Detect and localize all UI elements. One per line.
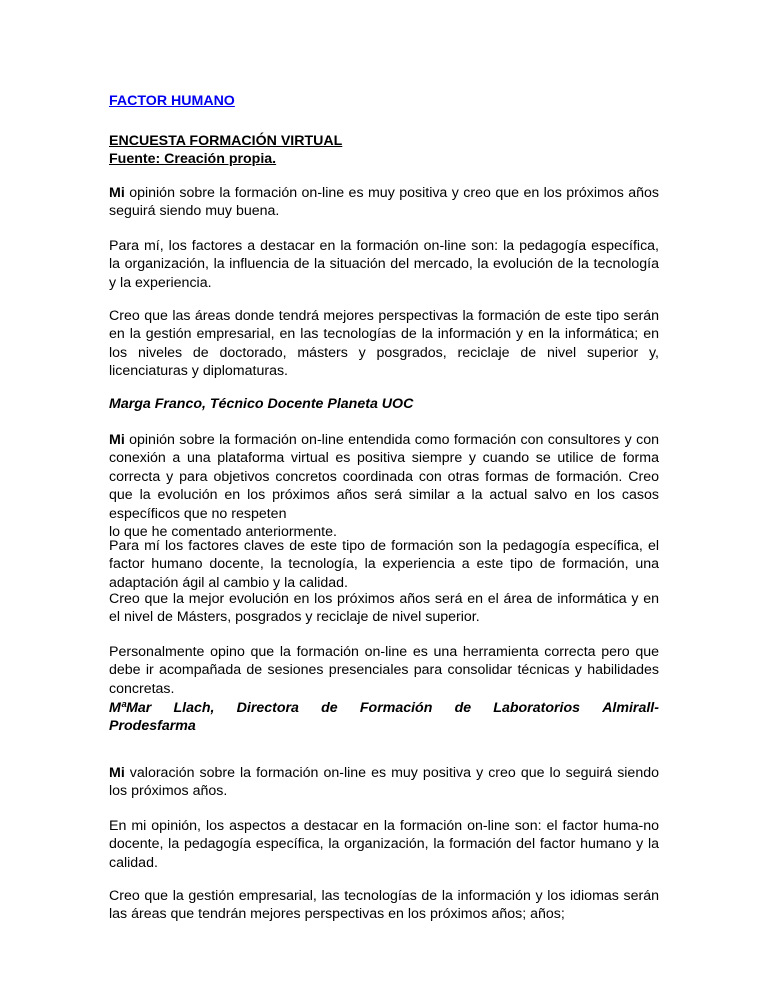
paragraph: Creo que las áreas donde tendrá mejores perspectivas la formación de este tipo serán en la gestión empresarial, en las tecnologías de la información y en la informática; en los niveles de doctorado, másters y posgrados, reciclaje de nivel superior y, licenciaturas y diplomaturas. [109,308,659,380]
paragraph: Para mí los factores claves de este tipo de formación son la pedagogía específica, el factor humano docente, la tecnología, la experiencia a este tipo de formación, una adaptación ágil al cambio y la calidad. [109,538,659,591]
signature-mar-llach: MªMar Llach, Directora de Formación de Laboratorios Almirall- Prodesfarma [109,700,659,735]
paragraph: Mi valoración sobre la formación on-line es muy positiva y creo que lo seguirá siendo los próximos años. [109,765,659,800]
paragraph: Mi opinión sobre la formación on-line es muy positiva y creo que en los próximos años seguirá siendo muy buena. [109,185,659,220]
survey-heading: ENCUESTA FORMACIÓN VIRTUAL [109,133,343,149]
source-line: Fuente: Creación propia. [109,151,277,167]
paragraph: Personalmente opino que la formación on-line es una herramienta correcta pero que debe ir acompañada de sesiones presenciales para consolidar técnicas y habilidades concretas. [109,644,659,697]
paragraph: Creo que la mejor evolución en los próximos años será en el área de informática y en el nivel de Másters, posgrados y reciclaje de nivel superior. [109,591,659,626]
factor-humano-link[interactable]: FACTOR HUMANO [109,93,235,109]
paragraph: Para mí, los factores a destacar en la formación on-line son: la pedagogía específica, la organización, la influencia de la situación del mercado, la evolución de la tecnología y la experiencia. [109,238,659,291]
signature-marga-franco: Marga Franco, Técnico Docente Planeta UOC [109,396,414,412]
paragraph: En mi opinión, los aspectos a destacar en la formación on-line son: el factor huma-no docente, la pedagogía específica, la organización, la formación del factor humano y la calidad. [109,818,659,871]
paragraph: Creo que la gestión empresarial, las tecnologías de la información y los idiomas serán las áreas que tendrán mejores perspectivas en los próximos años; años; [109,888,659,923]
paragraph: Mi opinión sobre la formación on-line entendida como formación con consultores y con conexión a una plataforma virtual es positiva siempre y cuando se utilice de forma correcta y para objetivos concretos coordinada con otras formas de formación. Creo que la evolución en los próximos años será similar a la actual salvo en los casos específicos que no respeten lo que he comentado anteriormente. [109,432,659,541]
